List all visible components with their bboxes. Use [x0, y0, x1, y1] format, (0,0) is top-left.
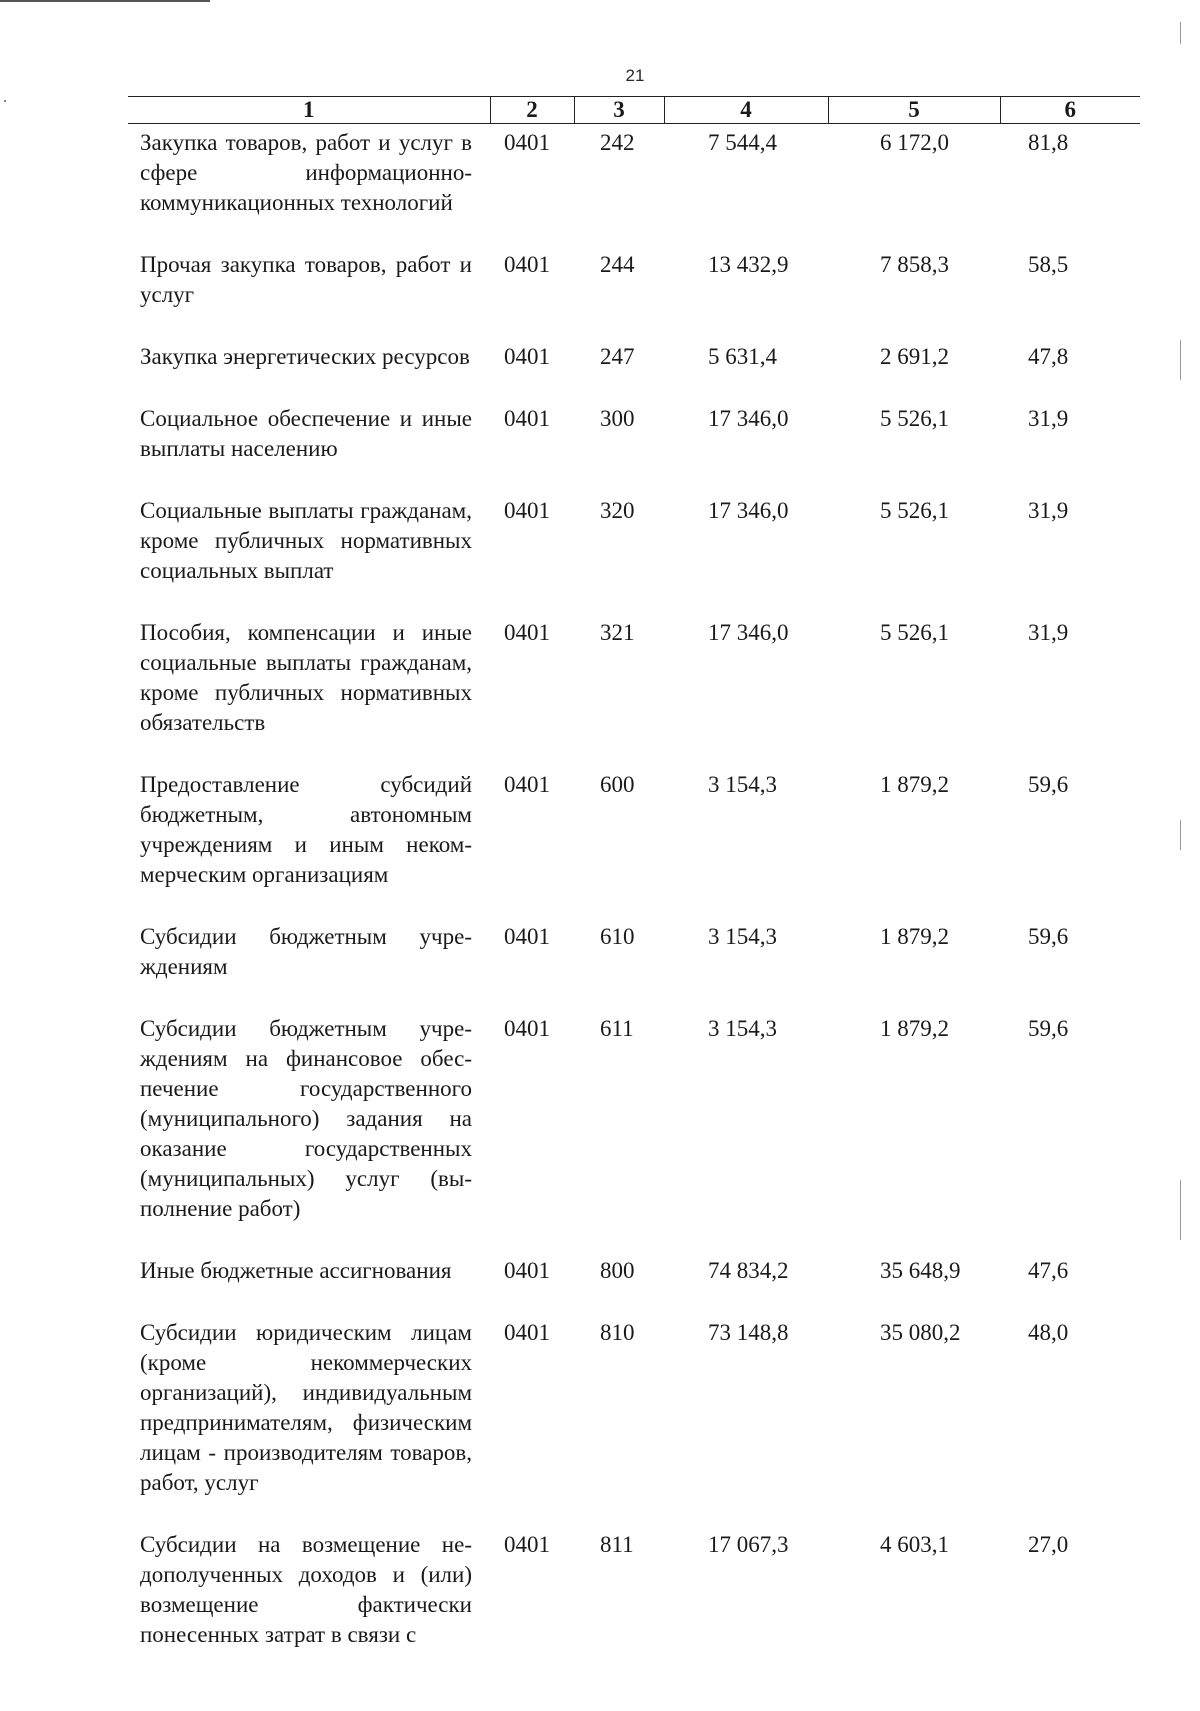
scan-speck	[1180, 340, 1181, 380]
actual-amount-cell: 35 648,9	[880, 1258, 961, 1283]
section-code-cell: 0401	[504, 498, 550, 523]
scan-edge-line	[0, 0, 210, 2]
expense-name-cell: Субсидии бюджетным учреждениям на финансовое обеспечение государственного (муниципального) задания на оказание государственных (муниципальных) услуг (выполнение работ)	[140, 1016, 472, 1221]
section-code-cell: 0401	[504, 1320, 550, 1345]
planned-amount-cell: 73 148,8	[708, 1320, 789, 1345]
actual-amount-cell: 35 080,2	[880, 1320, 961, 1345]
percent-cell: 58,5	[1028, 252, 1069, 277]
expense-name-cell: Субсидии бюджетным учреждениям	[140, 924, 472, 979]
percent-cell: 59,6	[1028, 924, 1069, 949]
expense-name-cell: Социальное обеспечение и иные выплаты населению	[140, 406, 472, 461]
column-header: 3	[574, 97, 664, 124]
actual-amount-cell: 5 526,1	[880, 498, 949, 523]
scan-speck	[1180, 820, 1181, 850]
page-number: 21	[625, 66, 645, 85]
expense-name-cell: Пособия, компенсации и иные социальные выплаты гражданам, кроме публичных нормативных обязательств	[140, 620, 472, 735]
percent-cell: 48,0	[1028, 1320, 1069, 1345]
percent-cell: 81,8	[1028, 130, 1069, 155]
planned-amount-cell: 17 346,0	[708, 406, 789, 431]
percent-cell: 59,6	[1028, 772, 1069, 797]
actual-amount-cell: 2 691,2	[880, 344, 949, 369]
section-code-cell: 0401	[504, 924, 550, 949]
percent-cell: 31,9	[1028, 498, 1069, 523]
column-header: 6	[1000, 97, 1140, 124]
expense-type-cell: 600	[600, 772, 635, 797]
expense-name-cell: Субсидии юридическим лицам (кроме некоммерческих организаций), индивидуальным предпринимателям, физическим лицам - производителям товаров, работ, услуг	[140, 1320, 472, 1495]
section-code-cell: 0401	[504, 130, 550, 155]
expense-type-cell: 242	[600, 130, 635, 155]
table-row	[128, 342, 1140, 404]
section-code-cell: 0401	[504, 1532, 550, 1557]
section-code-cell: 0401	[504, 344, 550, 369]
percent-cell: 31,9	[1028, 406, 1069, 431]
expense-type-cell: 321	[600, 620, 635, 645]
expense-name-cell: Закупка энергетических ресурсов	[140, 344, 470, 369]
column-header: 2	[490, 97, 574, 124]
budget-table	[128, 96, 1140, 1682]
percent-cell: 27,0	[1028, 1532, 1069, 1557]
expense-type-cell: 811	[600, 1532, 634, 1557]
percent-cell: 31,9	[1028, 620, 1069, 645]
percent-cell: 47,6	[1028, 1258, 1069, 1283]
table-row	[128, 250, 1140, 342]
expense-name-cell: Субсидии на возмещение недополученных доходов и (или) возмещение фактически понесенных затрат в связи с	[140, 1532, 472, 1647]
percent-cell: 59,6	[1028, 1016, 1069, 1041]
planned-amount-cell: 74 834,2	[708, 1258, 789, 1283]
table-header-row	[128, 97, 1140, 124]
column-header: 4	[664, 97, 828, 124]
actual-amount-cell: 1 879,2	[880, 924, 949, 949]
table-row	[128, 1014, 1140, 1256]
actual-amount-cell: 5 526,1	[880, 406, 949, 431]
expense-name-cell: Социальные выплаты гражданам, кроме публичных нормативных социальных выплат	[140, 498, 472, 583]
section-code-cell: 0401	[504, 406, 550, 431]
column-header: 5	[828, 97, 1000, 124]
expense-type-cell: 300	[600, 406, 635, 431]
section-code-cell: 0401	[504, 1016, 550, 1041]
planned-amount-cell: 7 544,4	[708, 130, 777, 155]
expense-type-cell: 247	[600, 344, 635, 369]
actual-amount-cell: 6 172,0	[880, 130, 949, 155]
planned-amount-cell: 3 154,3	[708, 924, 777, 949]
table-row	[128, 404, 1140, 496]
table-row	[128, 1318, 1140, 1530]
planned-amount-cell: 17 346,0	[708, 498, 789, 523]
actual-amount-cell: 1 879,2	[880, 772, 949, 797]
scan-speck	[1180, 1180, 1181, 1240]
planned-amount-cell: 3 154,3	[708, 772, 777, 797]
expense-type-cell: 611	[600, 1016, 634, 1041]
section-code-cell: 0401	[504, 252, 550, 277]
scan-speck	[4, 100, 6, 102]
table-row	[128, 770, 1140, 922]
expense-type-cell: 320	[600, 498, 635, 523]
section-code-cell: 0401	[504, 772, 550, 797]
percent-cell: 47,8	[1028, 344, 1069, 369]
table-row	[128, 496, 1140, 618]
expense-name-cell: Прочая закупка товаров, работ и услуг	[140, 252, 472, 307]
section-code-cell: 0401	[504, 620, 550, 645]
table-row	[128, 922, 1140, 1014]
actual-amount-cell: 4 603,1	[880, 1532, 949, 1557]
expense-type-cell: 810	[600, 1320, 635, 1345]
planned-amount-cell: 3 154,3	[708, 1016, 777, 1041]
section-code-cell: 0401	[504, 1258, 550, 1283]
actual-amount-cell: 1 879,2	[880, 1016, 949, 1041]
planned-amount-cell: 17 067,3	[708, 1532, 789, 1557]
planned-amount-cell: 5 631,4	[708, 344, 777, 369]
actual-amount-cell: 7 858,3	[880, 252, 949, 277]
table-row	[128, 618, 1140, 770]
table-row	[128, 124, 1140, 251]
column-header: 1	[128, 97, 490, 124]
table-row	[128, 1530, 1140, 1682]
scan-speck	[1180, 22, 1181, 44]
expense-name-cell: Предоставление субсидий бюджетным, автономным учреждениям и иным некоммерческим организациям	[140, 772, 472, 887]
expense-type-cell: 800	[600, 1258, 635, 1283]
expense-type-cell: 244	[600, 252, 635, 277]
expense-type-cell: 610	[600, 924, 635, 949]
expense-name-cell: Иные бюджетные ассигнования	[140, 1258, 452, 1283]
actual-amount-cell: 5 526,1	[880, 620, 949, 645]
planned-amount-cell: 17 346,0	[708, 620, 789, 645]
planned-amount-cell: 13 432,9	[708, 252, 789, 277]
expense-name-cell: Закупка товаров, работ и услуг в сфере информационно-коммуникационных технологий	[140, 130, 472, 215]
table-row	[128, 1256, 1140, 1318]
